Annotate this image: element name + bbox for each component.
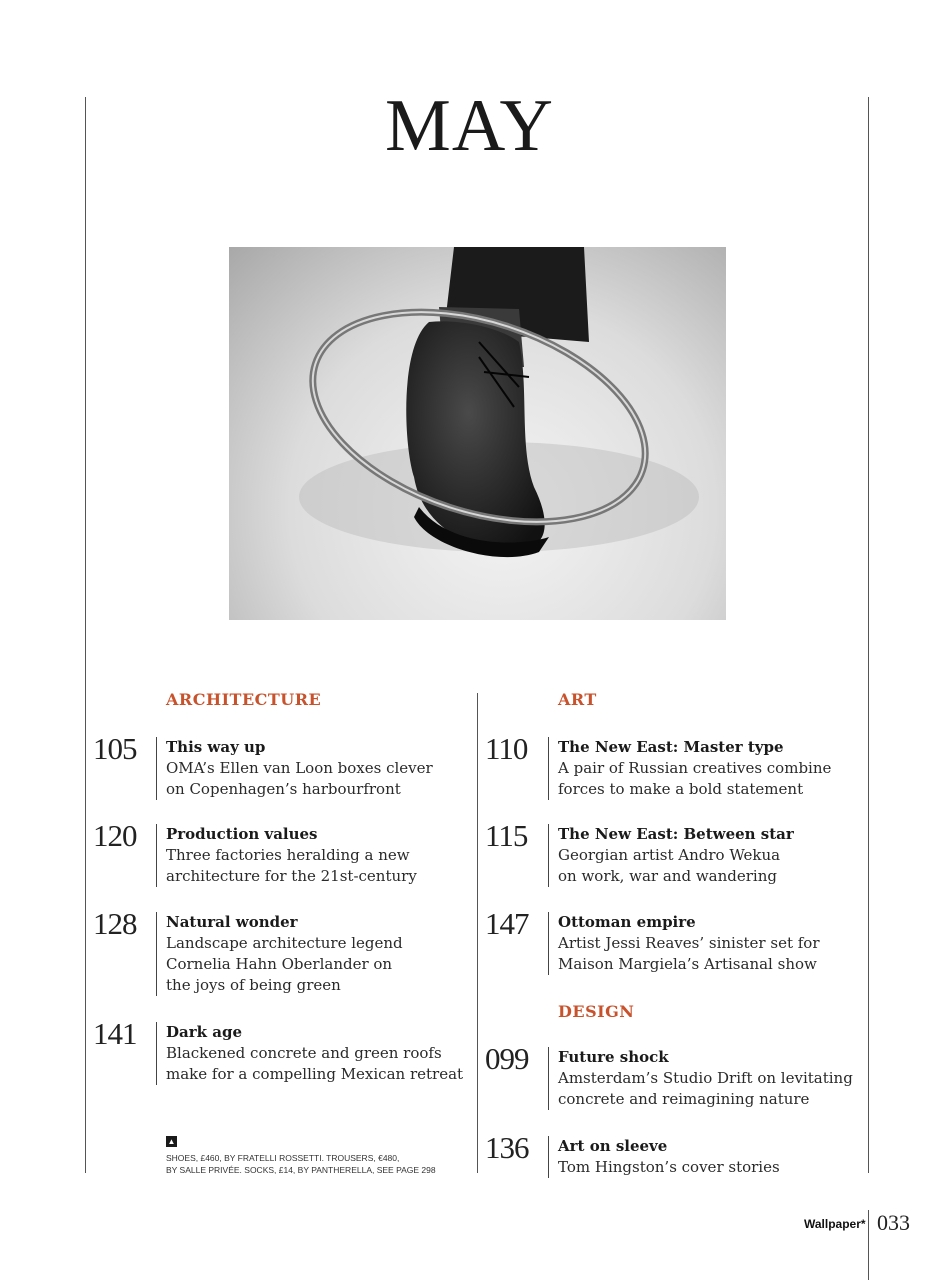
left-rule [85,97,86,1173]
entry-description: Landscape architecture legend Cornelia Hahn Oberlander on the joys of being green [166,934,403,994]
feature-photo [229,247,726,620]
folio-page-number: 033 [877,1210,910,1235]
page-number: 115 [485,818,528,853]
entry-headline: The New East: Between star [558,825,794,843]
section-heading-design: DESIGN [558,1002,635,1021]
page-number: 147 [485,906,529,941]
entry-headline: This way up [166,738,266,756]
photo-credit [166,1135,466,1176]
right-rule [868,97,869,1173]
entry-headline: Production values [166,825,318,843]
page-number: 105 [93,731,137,766]
entry-description: Amsterdam’s Studio Drift on levitating concrete and reimagining nature [558,1069,853,1108]
page-number: 099 [485,1041,529,1076]
page-number: 120 [93,818,137,853]
entry-description: Artist Jessi Reaves’ sinister set for Maison Margiela’s Artisanal show [558,934,820,973]
entry-description: Tom Hingston’s cover stories [558,1158,780,1176]
page-number: 136 [485,1130,529,1165]
entry-headline: Dark age [166,1023,242,1041]
entry-headline: Ottoman empire [558,913,696,931]
entry-headline: The New East: Master type [558,738,784,756]
column-divider [477,693,478,1173]
shoe-hoop-illustration [229,247,726,620]
brand-logo: Wallpaper* [804,1217,866,1231]
page-title: MAY [385,85,554,167]
entry-description: Georgian artist Andro Wekua on work, war and wandering [558,846,781,885]
section-heading-art: ART [558,690,597,709]
section-heading-architecture: ARCHITECTURE [166,690,322,709]
entry-headline: Art on sleeve [558,1137,668,1155]
page-number: 128 [93,906,137,941]
entry-description: Three factories heralding a new architecture for the 21st-century [166,846,417,885]
page-number: 141 [93,1016,137,1051]
entry-headline: Future shock [558,1048,669,1066]
credit-text: SHOES, £460, BY FRATELLI ROSSETTI. TROUSERS, €480, BY SALLE PRIVÉE. SOCKS, £14, BY PANTHERELLA, SEE PAGE 298 [166,1153,436,1175]
entry-description: A pair of Russian creatives combine forces to make a bold statement [558,759,832,798]
entry-description: OMA’s Ellen van Loon boxes clever on Copenhagen’s harbourfront [166,759,433,798]
entry-headline: Natural wonder [166,913,298,931]
arrow-up-icon: ▲ [167,1137,176,1146]
footer-rule [868,1210,869,1280]
entry-description: Blackened concrete and green roofs make for a compelling Mexican retreat [166,1044,464,1083]
page-number: 110 [485,731,528,766]
